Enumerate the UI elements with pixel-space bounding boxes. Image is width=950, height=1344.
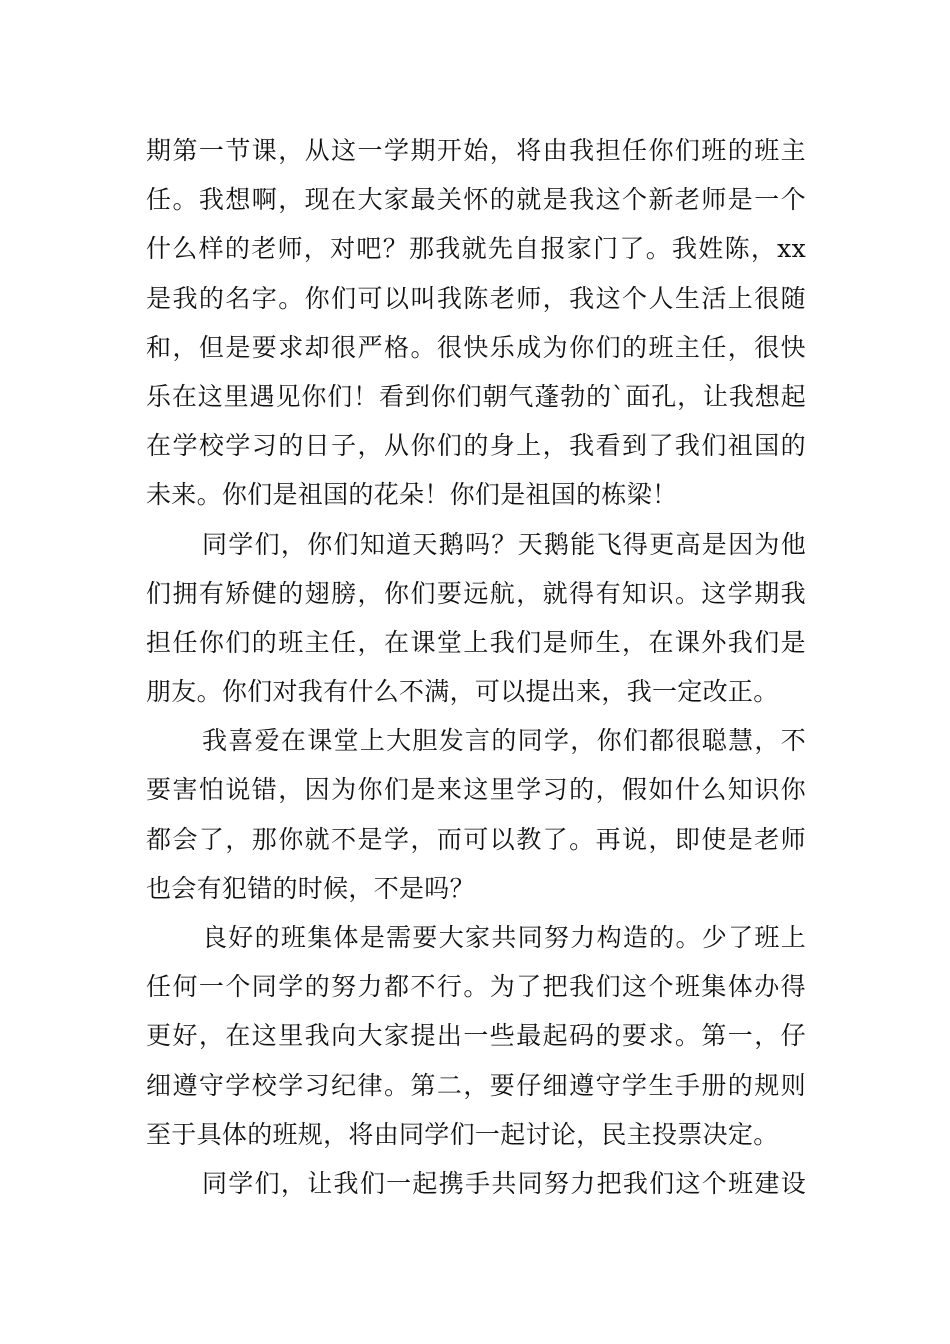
text-line: 期第一节课，从这一学期开始，将由我担任你们班的班主 (146, 136, 806, 165)
text-line: 和，但是要求却很严格。很快乐成为你们的班主任，很快 (146, 332, 806, 362)
text-line: 在学校学习的日子，从你们的身上，我看到了我们祖国的 (146, 431, 806, 461)
text-line: 担任你们的班主任，在课堂上我们是师生，在课外我们是 (146, 627, 806, 657)
text-line: 任何一个同学的努力都不行。为了把我们这个班集体办得 (146, 972, 806, 1002)
text-line: 乐在这里遇见你们！看到你们朝气蓬勃的`面孔，让我想起 (146, 381, 806, 411)
text-line: 什么样的老师，对吧？那我就先自报家门了。我姓陈，xx (146, 234, 806, 264)
text-line: 未来。你们是祖国的花朵！你们是祖国的栋梁！ (146, 480, 678, 510)
text-line: 任。我想啊，现在大家最关怀的就是我这个新老师是一个 (146, 185, 806, 215)
text-line: 们拥有矫健的翅膀，你们要远航，就得有知识。这学期我 (146, 578, 806, 608)
text-line: 也会有犯错的时候，不是吗？ (146, 873, 475, 903)
paragraph-first-line: 同学们，让我们一起携手共同努力把我们这个班建设 (202, 1168, 806, 1198)
text-line: 更好，在这里我向大家提出一些最起码的要求。第一，仔 (146, 1021, 806, 1051)
text-line: 要害怕说错，因为你们是来这里学习的，假如什么知识你 (146, 775, 806, 805)
document-body-text (146, 126, 806, 1208)
paragraph-first-line: 我喜爱在课堂上大胆发言的同学，你们都很聪慧，不 (202, 726, 806, 756)
text-line: 细遵守学校学习纪律。第二，要仔细遵守学生手册的规则 (146, 1070, 806, 1100)
paragraph-first-line: 良好的班集体是需要大家共同努力构造的。少了班上 (202, 923, 806, 952)
text-line: 都会了，那你就不是学，而可以教了。再说，即使是老师 (146, 824, 806, 854)
paragraph-first-line: 同学们，你们知道天鹅吗？天鹅能飞得更高是因为他 (202, 529, 806, 559)
text-line: 是我的名字。你们可以叫我陈老师，我这个人生活上很随 (146, 283, 806, 313)
text-line: 朋友。你们对我有什么不满，可以提出来，我一定改正。 (146, 677, 779, 707)
text-line: 至于具体的班规，将由同学们一起讨论，民主投票决定。 (146, 1119, 779, 1149)
